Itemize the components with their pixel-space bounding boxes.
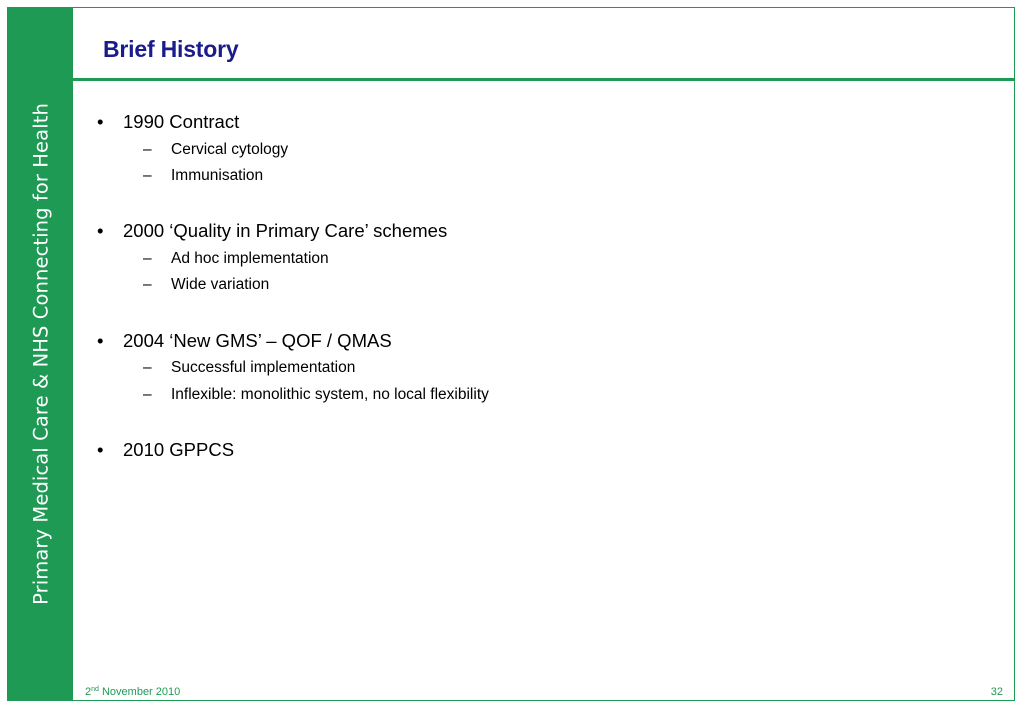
bullet-text: 2010 GPPCS bbox=[123, 439, 235, 460]
sub-bullet-text: Ad hoc implementation bbox=[171, 250, 329, 267]
sub-bullet-text: Cervical cytology bbox=[171, 141, 289, 158]
dash-icon: – bbox=[143, 141, 152, 158]
dash-icon: – bbox=[143, 359, 152, 376]
bullet-item bbox=[97, 220, 447, 242]
bullet-item bbox=[97, 330, 392, 352]
bullet-icon: • bbox=[97, 330, 104, 351]
footer-date bbox=[85, 686, 180, 698]
sub-bullet-text: Wide variation bbox=[171, 276, 270, 293]
slide-title: Brief History bbox=[103, 36, 239, 62]
bullet-text: 1990 Contract bbox=[123, 111, 240, 132]
bullet-item bbox=[97, 111, 239, 133]
bullet-item bbox=[97, 439, 234, 461]
bullet-icon: • bbox=[97, 439, 104, 460]
sidebar-text: Primary Medical Care & NHS Connecting for Health bbox=[29, 103, 52, 605]
footer-date-rest: November 2010 bbox=[98, 686, 181, 698]
sub-bullet-item bbox=[143, 167, 263, 185]
dash-icon: – bbox=[143, 167, 152, 184]
page-number: 32 bbox=[990, 686, 1003, 698]
sub-bullet-item bbox=[143, 276, 269, 294]
dash-icon: – bbox=[143, 250, 152, 267]
bullet-text: 2004 ‘New GMS’ – QOF / QMAS bbox=[123, 330, 392, 351]
sub-bullet-text: Successful implementation bbox=[171, 359, 356, 376]
sub-bullet-item bbox=[143, 359, 355, 377]
bullet-icon: • bbox=[97, 111, 104, 132]
sub-bullet-item bbox=[143, 386, 489, 404]
bullet-text: 2000 ‘Quality in Primary Care’ schemes bbox=[123, 220, 448, 241]
dash-icon: – bbox=[143, 386, 152, 403]
footer-date-day: 2 bbox=[85, 686, 92, 698]
sub-bullet-item bbox=[143, 141, 288, 159]
dash-icon: – bbox=[143, 276, 152, 293]
footer-date-suffix: nd bbox=[91, 686, 99, 693]
sub-bullet-text: Immunisation bbox=[171, 167, 264, 184]
sub-bullet-item bbox=[143, 250, 329, 268]
bullet-icon: • bbox=[97, 220, 104, 241]
sub-bullet-text: Inflexible: monolithic system, no local flexibility bbox=[171, 386, 489, 403]
